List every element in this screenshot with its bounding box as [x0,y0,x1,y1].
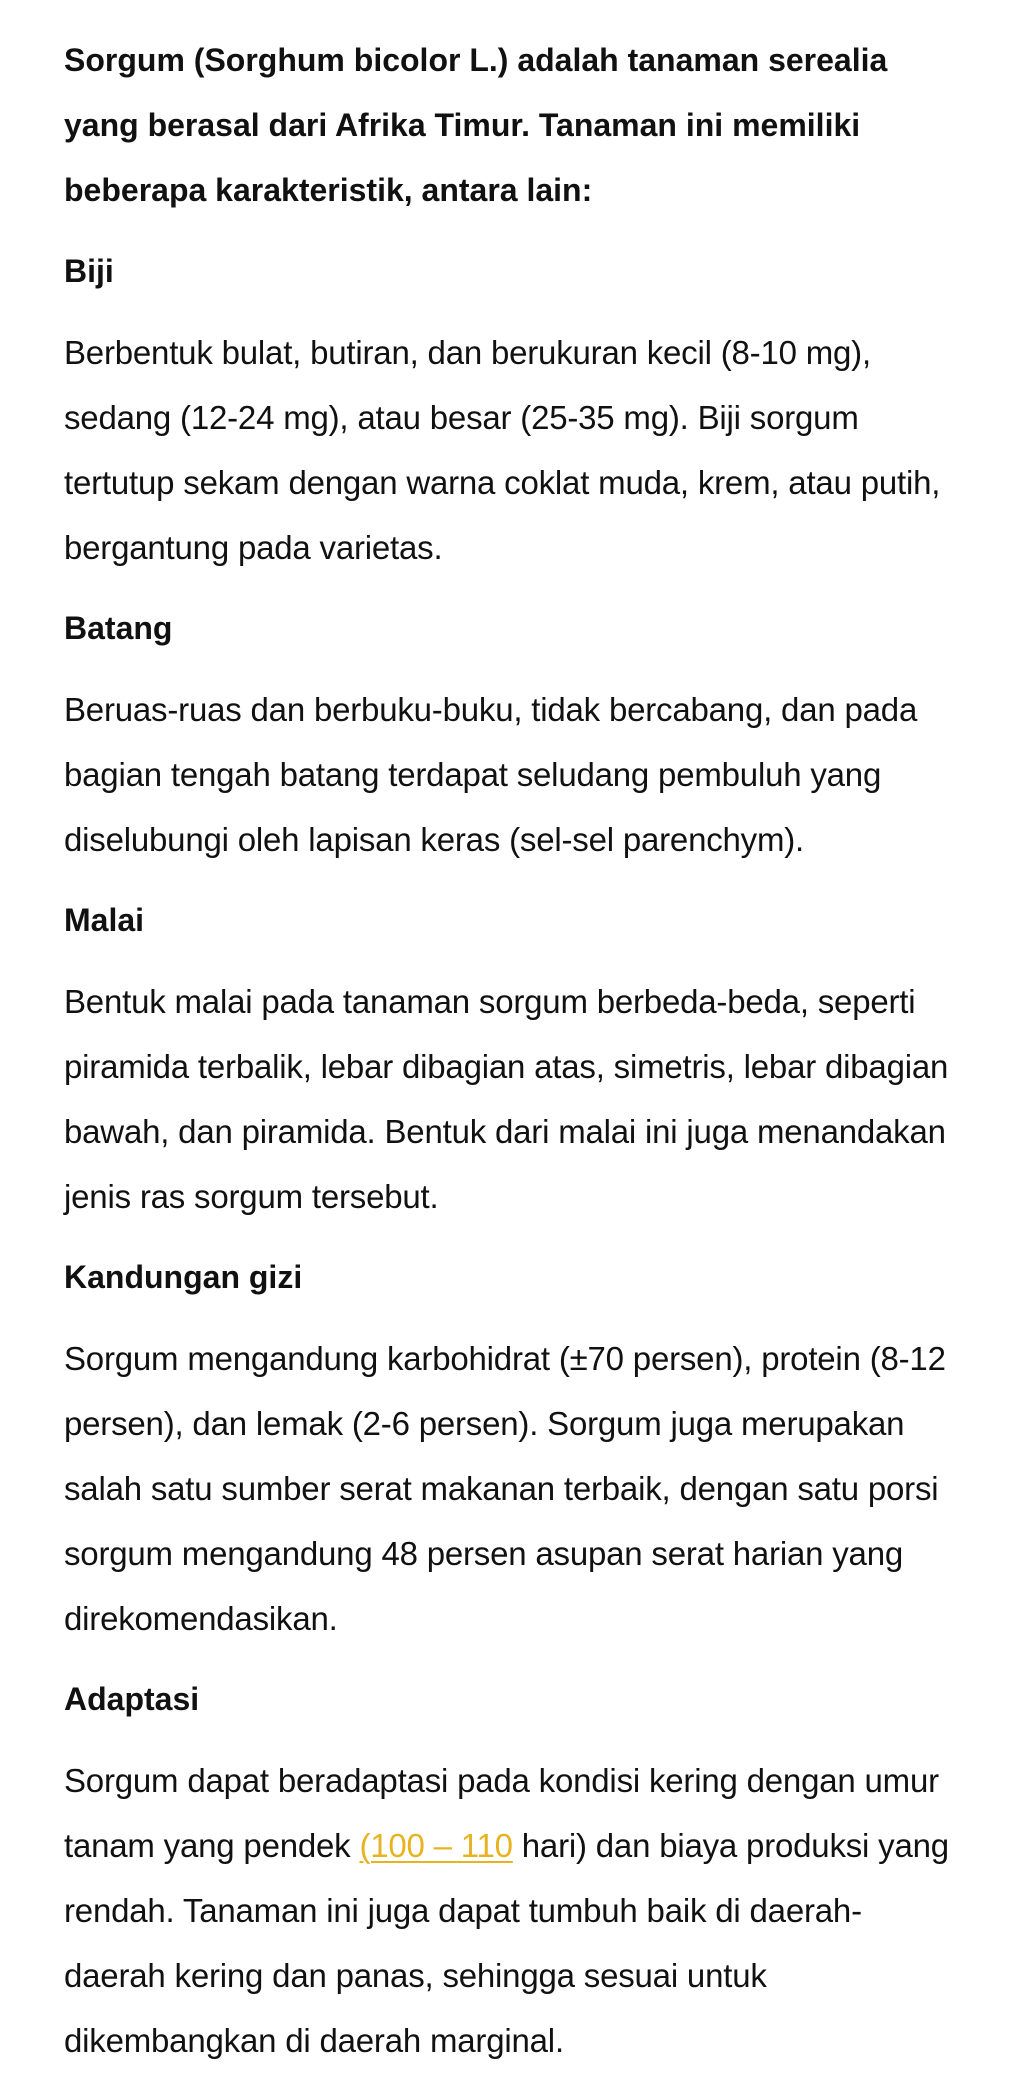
intro-paragraph: Sorgum (Sorghum bicolor L.) adalah tanaman serealia yang berasal dari Afrika Timur. Tanaman ini memiliki beberapa karakteristik, antara lain: [64,42,888,208]
heading-adaptasi: Adaptasi [64,1681,200,1717]
adaptasi-text-before: Sorgum dapat beradaptasi pada kondisi kering dengan umur tanam yang pendek [64,1762,939,1864]
paragraph-biji: Berbentuk bulat, butiran, dan berukuran kecil (8-10 mg), sedang (12-24 mg), atau besar (25-35 mg). Biji sorgum tertutup sekam dengan warna coklat muda, krem, atau putih, bergantung pada varietas. [64,334,941,566]
paragraph-batang: Beruas-ruas dan berbuku-buku, tidak bercabang, dan pada bagian tengah batang terdapat seludang pembuluh yang diselubungi oleh lapisan keras (sel-sel parenchym). [64,691,918,858]
heading-batang: Batang [64,610,173,646]
paragraph-adaptasi [64,1748,960,2073]
heading-kandungan-gizi: Kandungan gizi [64,1259,303,1295]
adaptasi-text-after: hari) dan biaya produksi yang rendah. Tanaman ini juga dapat tumbuh baik di daerah-daerah kering dan panas, sehingga sesuai untuk dikembangkan di daerah marginal. [64,1827,949,2059]
heading-biji: Biji [64,253,114,289]
heading-malai: Malai [64,902,145,938]
paragraph-kandungan-gizi: Sorgum mengandung karbohidrat (±70 persen), protein (8-12 persen), dan lemak (2-6 persen). Sorgum juga merupakan salah satu sumber serat makanan terbaik, dengan satu porsi sorgum mengandung 48 persen asupan serat harian yang direkomendasikan. [64,1340,946,1637]
paragraph-malai: Bentuk malai pada tanaman sorgum berbeda-beda, seperti piramida terbalik, lebar dibagian atas, simetris, lebar dibagian bawah, dan piramida. Bentuk dari malai ini juga menandakan jenis ras sorgum tersebut. [64,983,949,1215]
harvest-duration-link[interactable]: (100 – 110 [359,1827,513,1864]
